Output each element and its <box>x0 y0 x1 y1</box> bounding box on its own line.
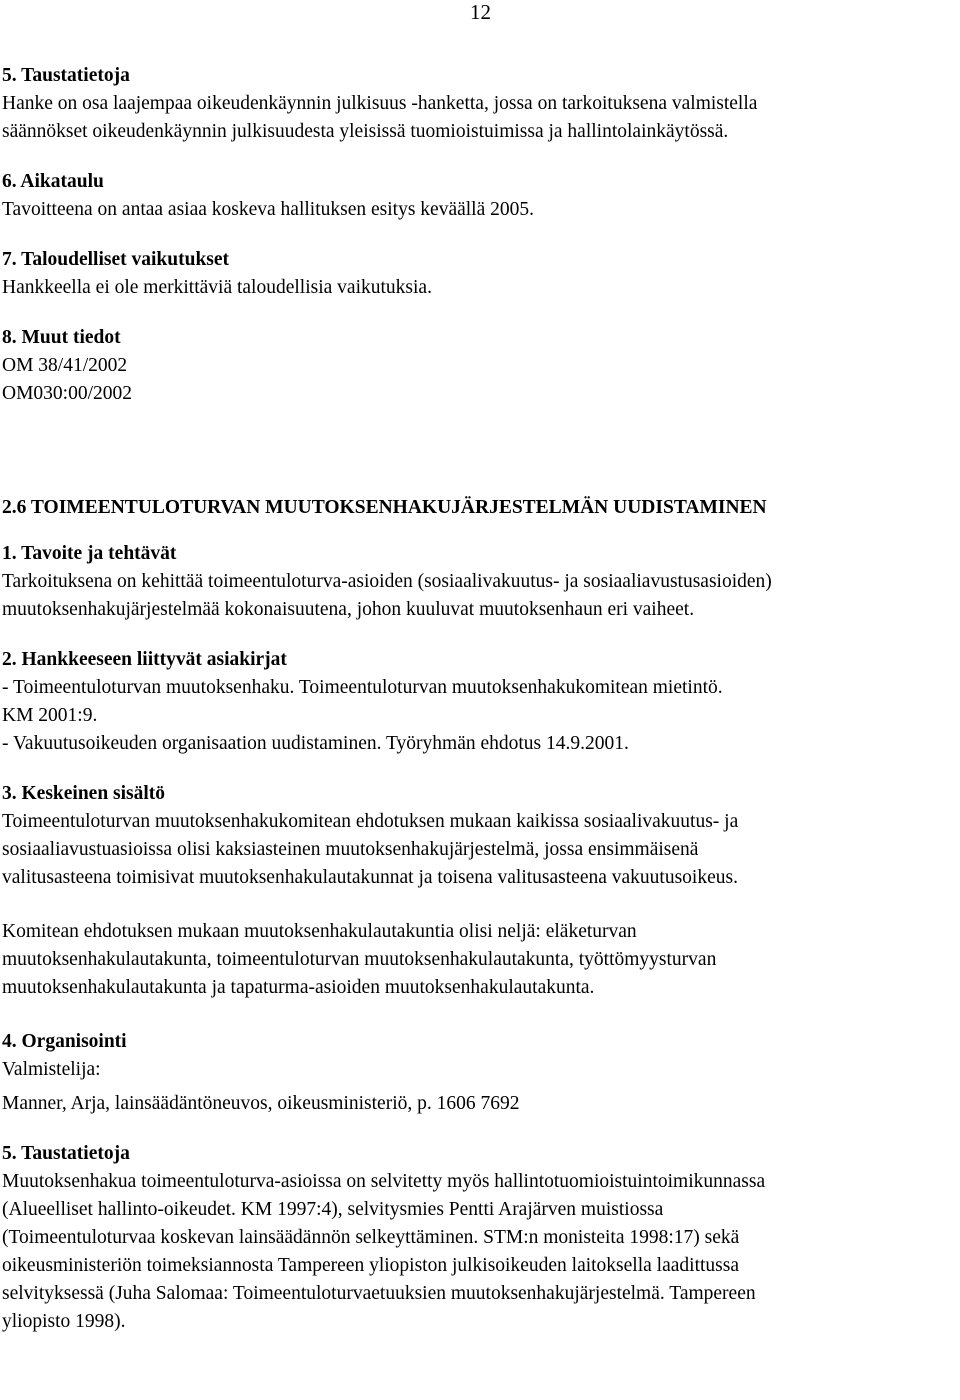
body-line: Toimeentuloturvan muutoksenhakukomitean ehdotuksen mukaan kaikissa sosiaalivakuutus- ja <box>2 811 739 832</box>
body-line: (Alueelliset hallinto-oikeudet. KM 1997:4), selvitysmies Pentti Arajärven muistiossa <box>2 1199 664 1220</box>
body-line: oikeusministeriön toimeksiannosta Tampereen yliopiston julkisoikeuden laitoksella laadittussa <box>2 1255 739 1276</box>
body-line: (Toimeentuloturvaa koskevan lainsäädännön selkeyttäminen. STM:n monisteita 1998:17) sekä <box>2 1227 740 1248</box>
body-line: muutoksenhakulautakunta ja tapaturma-asioiden muutoksenhakulautakunta. <box>2 977 595 998</box>
body-line: Muutoksenhakua toimeentuloturva-asioissa on selvitetty myös hallintotuomioistuintoimikunnassa <box>2 1171 766 1192</box>
section-muut-tiedot <box>2 324 958 408</box>
body-line: - Toimeentuloturvan muutoksenhaku. Toimeentuloturvan muutoksenhakukomitean mietintö. <box>2 677 723 698</box>
body-line: Valmistelija: <box>2 1059 101 1080</box>
section-heading: 5. Taustatietoja <box>2 1143 130 1164</box>
main-title: 2.6 TOIMEENTULOTURVAN MUUTOKSENHAKUJÄRJESTELMÄN UUDISTAMINEN <box>2 497 767 518</box>
body-line: säännökset oikeudenkäynnin julkisuudesta yleisissä tuomioistuimissa ja hallintolainkäytössä. <box>2 121 729 142</box>
section-heading: 7. Taloudelliset vaikutukset <box>2 249 230 270</box>
section-aikataulu <box>2 168 958 224</box>
body-line: Hanke on osa laajempaa oikeudenkäynnin julkisuus -hanketta, jossa on tarkoituksena valmistella <box>2 93 758 114</box>
section-heading: 3. Keskeinen sisältö <box>2 783 166 804</box>
section-taustatietoja-2 <box>2 1140 958 1336</box>
section-heading: 5. Taustatietoja <box>2 65 130 86</box>
body-line: Tarkoituksena on kehittää toimeentuloturva-asioiden (sosiaalivakuutus- ja sosiaaliavustusasioiden) <box>2 571 772 592</box>
body-line: sosiaaliavustuasioissa olisi kaksiasteinen muutoksenhakujärjestelmä, jossa ensimmäisenä <box>2 839 699 860</box>
body-line: OM 38/41/2002 <box>2 355 128 376</box>
section-heading: 6. Aikataulu <box>2 171 104 192</box>
section-organisointi <box>2 1028 958 1118</box>
section-asiakirjat <box>2 646 958 758</box>
section-taustatietoja-1 <box>2 62 958 146</box>
section-heading: 8. Muut tiedot <box>2 327 121 348</box>
body-line: - Vakuutusoikeuden organisaation uudistaminen. Työryhmän ehdotus 14.9.2001. <box>2 733 629 754</box>
section-keskeinen-sisalto <box>2 780 958 1002</box>
section-tavoite-ja-tehtavat <box>2 540 958 624</box>
page-number: 12 <box>470 0 491 24</box>
section-taloudelliset-vaikutukset <box>2 246 958 302</box>
body-line: Hankkeella ei ole merkittäviä taloudellisia vaikutuksia. <box>2 277 432 298</box>
body-line: KM 2001:9. <box>2 705 98 726</box>
body-line: muutoksenhakulautakunta, toimeentuloturvan muutoksenhakulautakunta, työttömyysturvan <box>2 949 717 970</box>
body-line: yliopisto 1998). <box>2 1311 126 1332</box>
body-line: muutoksenhakujärjestelmää kokonaisuutena, johon kuuluvat muutoksenhaun eri vaiheet. <box>2 599 695 620</box>
body-line: Tavoitteena on antaa asiaa koskeva hallituksen esitys keväällä 2005. <box>2 199 534 220</box>
body-line: Komitean ehdotuksen mukaan muutoksenhakulautakuntia olisi neljä: eläketurvan <box>2 921 637 942</box>
body-line: selvityksessä (Juha Salomaa: Toimeentuloturvaetuuksien muutoksenhakujärjestelmä. Tampereen <box>2 1283 756 1304</box>
document-body <box>2 62 958 1336</box>
body-line: valitusasteena toimisivat muutoksenhakulautakunnat ja toisena valitusasteena vakuutusoikeus. <box>2 867 738 888</box>
section-heading: 2. Hankkeeseen liittyvät asiakirjat <box>2 649 287 670</box>
section-heading: 4. Organisointi <box>2 1031 127 1052</box>
body-line: Manner, Arja, lainsäädäntöneuvos, oikeusministeriö, p. 1606 7692 <box>2 1093 520 1114</box>
section-heading: 1. Tavoite ja tehtävät <box>2 543 177 564</box>
body-line: OM030:00/2002 <box>2 383 133 404</box>
